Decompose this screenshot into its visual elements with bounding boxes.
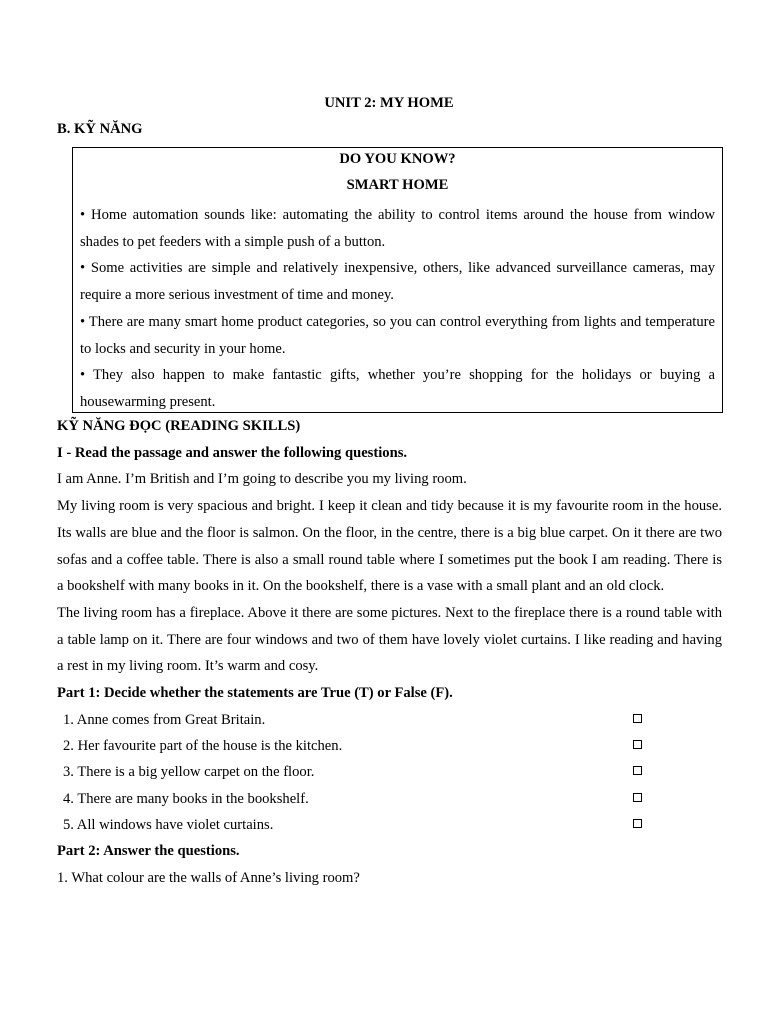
- answer-checkbox[interactable]: [633, 714, 642, 723]
- passage-paragraph: My living room is very spacious and bright. I keep it clean and tidy because it is my favourite room in the house. Its walls are blue and the floor is salmon. On the floor, in the centre, there is a big blue carpet. On it there are two sofas and a coffee table. There is also a small round table where I sometimes put the book I am reading. There is a bookshelf with many books in it. On the bookshelf, there is a vase with a small plant and an old clock.: [57, 498, 722, 595]
- statement-text: 4. There are many books in the bookshelf.: [63, 790, 309, 807]
- reading-task: I - Read the passage and answer the following questions.: [57, 444, 408, 461]
- passage-intro: I am Anne. I’m British and I’m going to describe you my living room.: [57, 471, 467, 488]
- section-heading: B. KỸ NĂNG: [57, 121, 143, 137]
- statement-text: 3. There is a big yellow carpet on the floor.: [63, 764, 315, 781]
- unit-title: UNIT 2: MY HOME: [324, 95, 454, 111]
- statement-item: [57, 733, 722, 759]
- answer-checkbox[interactable]: [633, 740, 642, 749]
- smart-home-info-box: [72, 147, 723, 413]
- smart-home-point: • There are many smart home product categories, so you can control everything from lights and temperature to locks and security in your home.: [80, 313, 715, 357]
- statement-text: 1. Anne comes from Great Britain.: [63, 711, 266, 728]
- statement-text: 2. Her favourite part of the house is the kitchen.: [63, 738, 343, 755]
- reading-heading: KỸ NĂNG ĐỌC (READING SKILLS): [57, 418, 301, 434]
- smart-home-point: • Home automation sounds like: automating the ability to control items around the house from window shades to pet feeders with a simple push of a button.: [80, 207, 715, 250]
- statement-item: [57, 812, 722, 838]
- true-false-list: [57, 707, 722, 838]
- box-title: DO YOU KNOW?: [339, 151, 456, 167]
- statement-item: [57, 759, 722, 785]
- smart-home-point: • They also happen to make fantastic gifts, whether you’re shopping for the holidays or buying a housewarming present.: [80, 367, 715, 410]
- passage-paragraph: The living room has a fireplace. Above it there are some pictures. Next to the fireplace there is a round table with a table lamp on it. There are four windows and two of them have lovely violet curtains. I like reading and having a rest in my living room. It’s warm and cosy.: [57, 604, 722, 675]
- reading-section: [57, 413, 722, 892]
- part1-heading: Part 1: Decide whether the statements are True (T) or False (F).: [57, 685, 453, 702]
- statement-item: [57, 786, 722, 812]
- answer-checkbox[interactable]: [633, 766, 642, 775]
- statement-item: [57, 707, 722, 733]
- statement-text: 5. All windows have violet curtains.: [63, 816, 274, 833]
- smart-home-points: [80, 202, 715, 416]
- smart-home-point: • Some activities are simple and relatively inexpensive, others, like advanced surveillance cameras, may require a more serious investment of time and money.: [80, 260, 715, 304]
- part2-heading: Part 2: Answer the questions.: [57, 843, 240, 860]
- question-item: 1. What colour are the walls of Anne’s living room?: [57, 869, 360, 886]
- answer-checkbox[interactable]: [633, 819, 642, 828]
- box-subtitle: SMART HOME: [346, 177, 449, 193]
- answer-checkbox[interactable]: [633, 793, 642, 802]
